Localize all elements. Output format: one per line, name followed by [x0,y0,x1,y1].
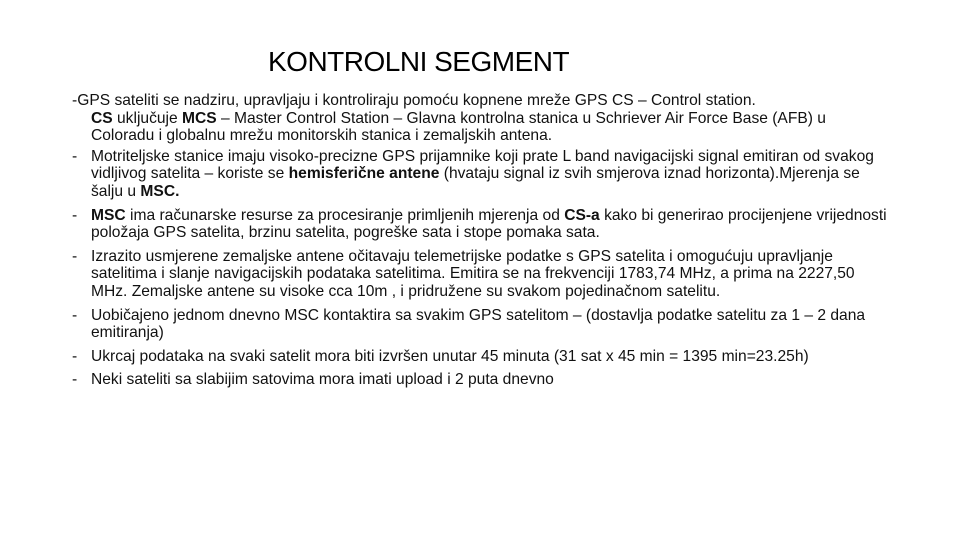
bullet-item-upload-time [72,348,892,366]
bullet-marker: - [72,347,78,365]
intro-continuation [72,110,892,145]
bullet-item-monitor-stations [72,148,892,201]
slide-body [72,92,892,395]
term-mcs: MCS [182,109,217,127]
term-msc: MSC. [140,182,180,200]
bullet-item-msc-processing [72,207,892,242]
bullet-item-ground-antennas [72,248,892,301]
item-text: ima računarske resurse za procesiranje primljenih mjerenja od [125,206,565,224]
intro-text-2: – Master Control Station – Glavna kontrolna stanica u Schriever Air Force Base (AFB) u Coloradu i globalnu mrežu monitorskih stanica i zemaljskih antena. [91,109,826,145]
term-cs: CS [91,109,113,127]
term-msc: MSC [91,206,126,224]
item-text: Izrazito usmjerene zemaljske antene očitavaju telemetrijske podatke s GPS satelita i omogućuju upravljanje satelitima i slanje navigacijskih podataka satelitima. Emitira se na frekvenciji 1783,74 MHz, a prima na 2227,50 MHz. Zemaljske antene su visoke cca 10m , i pridružene su svakom pojedinačnom satelitu. [91,247,855,300]
slide-title: KONTROLNI SEGMENT [268,46,570,77]
bullet-marker: - [72,247,78,265]
item-text: Neki sateliti sa slabijim satovima mora imati upload i 2 puta dnevno [91,371,554,389]
item-text: Ukrcaj podataka na svaki satelit mora biti izvršen unutar 45 minuta (31 sat x 45 min = 1395 min=23.25h) [91,347,809,365]
item-text: kako bi generirao procijenjene vrijednosti položaja GPS satelita, brzinu satelita, pogreške sata i stope pomaka sata. [91,206,887,242]
term-hemispheric-antennas: hemisferične antene [288,165,440,183]
bullet-item-daily-contact [72,307,892,342]
intro-first-line: -GPS sateliti se nadziru, upravljaju i kontroliraju pomoću kopnene mreže GPS CS – Control station. [72,92,756,109]
item-text: Motriteljske stanice imaju visoko-precizne GPS prijamnike koji prate L band navigacijski signal emitiran od svakog vidljivog satelita – koriste se [91,147,874,183]
intro-text-1: uključuje [112,109,183,127]
item-text: Uobičajeno jednom dnevno MSC kontaktira sa svakim GPS satelitom – (dostavlja podatke satelitu za 1 – 2 dana emitiranja) [91,306,866,342]
bullet-item-weak-clocks [72,371,892,389]
bullet-marker: - [72,147,78,165]
bullet-marker: - [72,306,78,324]
item-text: (hvataju signal iz svih smjerova iznad horizonta).Mjerenja se šalju u [91,165,860,200]
bullet-marker: - [72,206,78,224]
paragraph-intro [72,92,892,145]
bullet-marker: - [72,371,78,389]
term-cs-a: CS-a [564,206,600,224]
